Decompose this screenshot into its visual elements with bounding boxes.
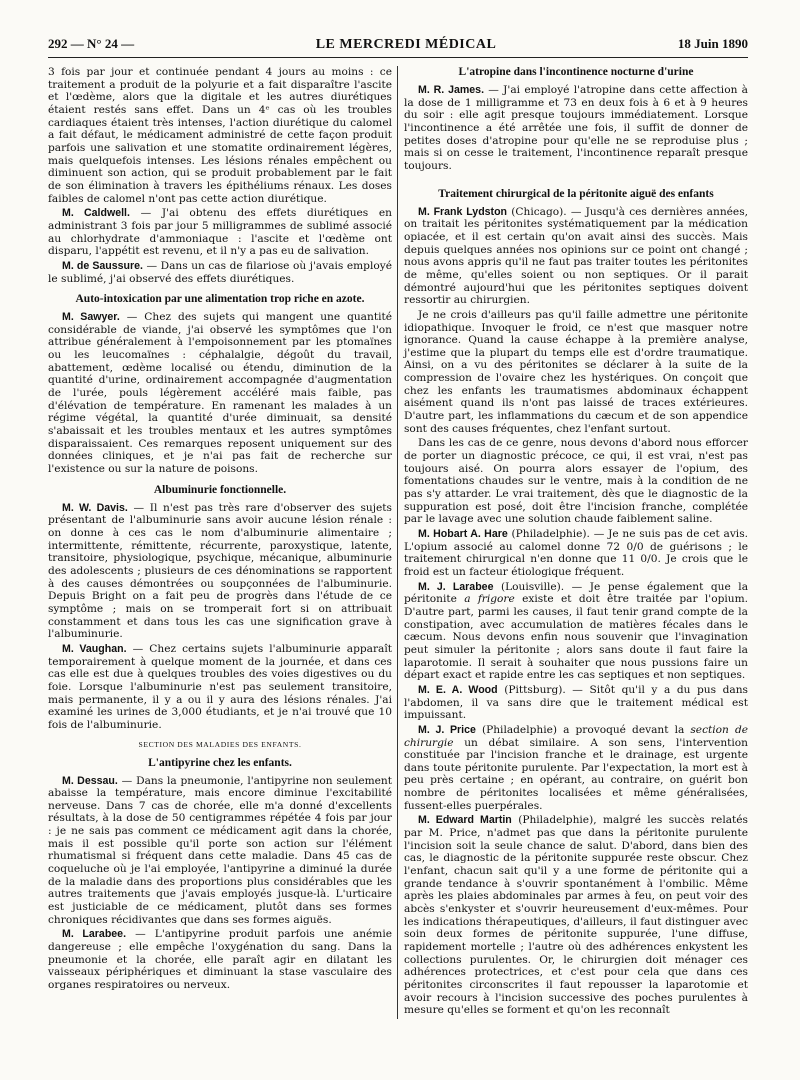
- paragraph-caldwell: [48, 207, 392, 258]
- paragraph-text: (Philadelphie) a provoqué devant la: [475, 723, 691, 736]
- paragraph-lydston-3: Dans les cas de ce genre, nous devons d'abord nous efforcer de porter un diagnostic précoce, ce qui, il est vrai, n'est pas toujours aisé. On pourra alors essayer de l'opium, des fomentations chaudes sur le ventre, mais à la condition de ne pas s'y attarder. Le vrai traitement, dès que le diagnostic de la suppuration est posé, doit être l'incision franche, complétée par le lavage avec une solution chaude faiblement saline.: [404, 437, 748, 526]
- italic-term: section de chirurgie: [404, 723, 749, 749]
- journal-title: LE MERCREDI MÉDICAL: [315, 37, 497, 52]
- paragraph-lydston: [404, 206, 748, 307]
- paragraph-calomel-continued: 3 fois par jour et continuée pendant 4 jours au moins : ce traitement a produit de la polyurie et a fait disparaître l'ascite et l'œdème, alors que la digitale et les autres diurétiques étaient restés sans effet. Dans un 4ᵉ cas où les troubles cardiaques étaient très intenses, l'action diurétique du calomel a fait défaut, le médicament administré de cette façon produit parfois une salivation et une stomatite ordinairement légères, mais quelquefois intenses. Les lésions rénales empêchent ou diminuent son action, qui se produit probablement par le fait de son élimination à travers les épithéliums rénaux. Les doses faibles de calomel n'ont pas cette action diurétique.: [48, 66, 392, 205]
- speaker-name: M. R. James.: [418, 84, 485, 96]
- speaker-name: M. Frank Lydston: [418, 205, 508, 218]
- column-divider: [397, 66, 398, 1019]
- speaker-name: M. Caldwell.: [62, 207, 130, 220]
- paragraph-larabee: [48, 928, 392, 991]
- speaker-name: M. J. Larabee: [418, 580, 494, 593]
- paragraph-text: (Philadelphie). — Je ne suis pas de cet avis. L'opium associé au calomel donne 72 0/0 de guérisons ; le traitement chirurgical n'en donne que 11 0/0. Je crois que le froid est un facteur étiologique fréquent.: [404, 528, 748, 578]
- speaker-name: M. de Saussure.: [62, 259, 143, 272]
- paragraph-j-larabee: [404, 581, 748, 682]
- speaker-name: M. W. Davis.: [62, 501, 128, 514]
- italic-term: a frigore: [464, 593, 515, 606]
- paragraph-martin: [404, 814, 748, 1017]
- paragraph-text: — Chez certains sujets l'albuminurie apparaît temporairement à quelque moment de la journée, et dans ces cas elle est due à quelques troubles des voies digestives ou du foie. Lorsque l'albuminurie n'est pas seulement transitoire, mais permanente, il y a ou il y aura des lésions rénales. J'ai examiné les urines de 3,000 étudiants, et je n'ai trouvé que 10 fois de l'albuminurie.: [48, 642, 392, 731]
- heading-albuminurie: Albuminurie fonctionnelle.: [153, 483, 287, 496]
- speaker-name: M. Larabee.: [62, 928, 127, 941]
- section-heading-enfants: SECTION DES MALADIES DES ENFANTS.: [138, 739, 302, 749]
- paragraph-dessau: [48, 775, 392, 927]
- speaker-name: M. J. Price: [418, 723, 476, 736]
- heading-auto-intoxication: Auto-intoxication par une alimentation trop riche en azote.: [75, 293, 365, 306]
- speaker-name: M. E. A. Wood: [418, 683, 498, 696]
- heading-atropine: L'atropine dans l'incontinence nocturne d'urine: [458, 66, 694, 78]
- paragraph-text: — Chez des sujets qui mangent une quantité considérable de viande, j'ai observé les symptômes que l'on attribue généralement à l'empoisonnement par les ptomaïnes ou les leucomaïnes : céphalalgie, dégoût du travail, abattement, œdème localisé ou étendu, diminution de la quantité d'urine, ordinairement accompagnée d'augmentation de l'urée, pouls légèrement accéléré mais faible, pas d'élévation de température. En ramenant les malades à un régime végétal, la quantité d'urée diminuait, sa densité s'abaissait et les troubles mentaux et les autres symptômes disparaissaient. Ces remarques reposent uniquement sur des données cliniques, et je n'ai pas fait de recherche sur l'existence ou sur la nature de poisons.: [48, 311, 392, 476]
- paragraph-text: — Dans la pneumonie, l'antipyrine non seulement abaisse la température, mais encore diminue l'excitabilité nerveuse. Dans 7 cas de chorée, elle m'a donné d'excellents résultats, à la dose de 50 centigrammes répétée 4 fois par jour : je ne sais pas comment ce médicament agit dans la chorée, mais il est possible qu'il porte son action sur l'élément rhumatismal si fréquent dans cette maladie. Dans 45 cas de coqueluche où je l'ai employée, l'antipyrine a diminué la durée de la maladie dans des proportions plus considérables que les autres traitements que j'avais employés jusque-là. L'urticaire est justiciable de ce médicament, plutôt dans ses formes chroniques récidivantes que dans ses formes aiguës.: [48, 774, 392, 926]
- paragraph-text: — J'ai obtenu des effets diurétiques en administrant 3 fois par jour 5 milligrammes de sublimé associé au chlorhydrate d'ammoniaque : l'ascite et l'œdème ont disparu, l'appétit est revenu, et il n'y a pas eu de salivation.: [48, 207, 392, 258]
- page-number: 292 — N° 24 —: [48, 36, 135, 51]
- paragraph-lydston-2: Je ne crois d'ailleurs pas qu'il faille admettre une péritonite idiopathique. Invoquer le froid, ce n'est que masquer notre ignorance. Quand la cause échappe à la première analyse, j'estime que la plupart du temps elle est d'ordre traumatique. Ainsi, on a vu des péritonites se déclarer à la suite de la compression de l'ovaire chez les hystériques. On conçoit que chez les enfants les traumatismes abdominaux échappent aisément quand ils n'ont pas laissé de traces extérieures. D'autre part, les inflammations du cæcum et de son appendice sont des causes fréquentes, chez l'enfant surtout.: [404, 308, 748, 435]
- paragraph-text: (Chicago). — Jusqu'à ces dernières années, on traitait les péritonites systématiquement par la médication opiacée, et il est certain qu'on avait ainsi des succès. Mais depuis quelques années nos opinions sur ce point ont changé ; nous avons appris qu'il ne faut pas traiter toutes les péritonites de même, qu'elles soient ou non septiques. Or il parait démontré aujourd'hui que les péritonites septiques doivent ressortir au chirurgien.: [404, 205, 748, 307]
- paragraph-james: [404, 84, 748, 173]
- paragraph-text: — Il n'est pas très rare d'observer des sujets présentant de l'albuminurie sans avoir aucune lésion rénale : on donne à ces cas le nom d'albuminurie alimentaire ; intermittente, rémittente, récurrente, paroxystique, latente, transitoire, physiologique, psychique, mécanique, albuminurie des adolescents ; plusieurs de ces dénominations se rapportent à des causes démontrées ou soupçonnées de l'albuminurie. Depuis Bright on a fait peu de progrès dans l'étude de ce symptôme ; mais on se tromperait fort si on attribuait constamment et dans tous les cas une signification grave à l'albuminurie.: [48, 501, 392, 641]
- speaker-name: M. Vaughan.: [62, 642, 127, 655]
- paragraph-text: existe et doit être traitée par l'opium. D'autre part, parmi les causes, il faut tenir grand compte de la constipation, avec accumulation de matières fécales dans le cæcum. Nous devons enfin nous souvenir que l'invagination peut simuler la péritonite ; alors sans doute il faut faire la laparotomie. Il serait à souhaiter que nous pussions faire un départ exact et rapide entre les cas septiques et non septiques.: [404, 593, 748, 682]
- heading-antipyrine: L'antipyrine chez les enfants.: [148, 756, 292, 769]
- paragraph-text: (Pittsburg). — Sitôt qu'il y a du pus dans l'abdomen, il va sans dire que le traitement médical est impuissant.: [404, 683, 748, 722]
- right-column: [404, 66, 748, 1019]
- running-head: [48, 36, 748, 58]
- paragraph-text: (Philadelphie), malgré les succès relatés par M. Price, n'admet pas que dans la péritonite purulente l'incision soit la seule chance de salut. D'abord, dans bien des cas, le diagnostic de la péritonite suppurée reste obscur. Chez l'enfant, chacun sait qu'il y a une forme de péritonite qui a grande tendance à s'ouvrir spontanément à l'ombilic. Même après les plaies abdominales par armes à feu, on peut voir des abcès s'enkyster et s'ouvrir heureusement d'eux-mêmes. Pour les indications thérapeutiques, d'ailleurs, il faut distinguer avec soin deux formes de péritonite suppurée, l'une diffuse, rapidement mortelle ; l'autre où des adhérences enkystent les collections purulentes. Or, le chirurgien doit ménager ces adhérences protectrices, et c'est pour cela que dans ces péritonites circonscrites il faut repousser la laparotomie et avoir recours à l'incision successive des poches purulentes à mesure qu'elles se forment et qu'on les reconnaît: [404, 814, 748, 1017]
- paragraph-sawyer: [48, 311, 392, 476]
- paragraph-text: — Dans un cas de filariose où j'avais employé le sublimé, j'ai observé des effets diurétiques.: [48, 259, 392, 285]
- heading-peritonite: Traitement chirurgical de la péritonite aiguë des enfants: [438, 187, 714, 200]
- paragraph-price: [404, 724, 748, 813]
- paragraph-text: un débat similaire. A son sens, l'intervention constituée par l'incision franche et le drainage, est urgente dans toute péritonite purulente. Par l'expectation, la mort est à peu près certaine ; en opérant, au contraire, on guérit bon nombre de péritonites localisées et même généralisées, fussent-elles puerpérales.: [404, 736, 748, 812]
- left-column: [48, 66, 392, 1019]
- issue-date: 18 Juin 1890: [677, 36, 748, 51]
- paragraph-saussure: [48, 260, 392, 285]
- paragraph-text: (Louisville). — Je pense également que la péritonite: [404, 580, 749, 606]
- paragraph-davis: [48, 502, 392, 641]
- speaker-name: M. Sawyer.: [62, 311, 120, 324]
- paragraph-text: — L'antipyrine produit parfois une anémie dangereuse ; elle empêche l'oxygénation du sang. Dans la pneumonie et la chorée, elle paraît agir en dilatant les vaisseaux périphériques et diminuant la stase vasculaire des organes respiratoires ou nerveux.: [48, 928, 392, 991]
- two-column-body: [48, 66, 748, 1019]
- speaker-name: M. Hobart A. Hare: [418, 528, 508, 540]
- spacer: [404, 175, 748, 180]
- speaker-name: M. Edward Martin: [418, 814, 512, 827]
- paragraph-wood: [404, 684, 748, 722]
- paragraph-text: — J'ai employé l'atropine dans cette affection à la dose de 1 milligramme et 73 en deux fois à 6 et à 9 heures du soir : elle agit presque toujours immédiatement. Lorsque l'incontinence a été arrêtée une fois, il suffit de donner de petites doses d'atropine pour qu'elle ne se reproduise plus ; mais si on cesse le traitement, l'incontinence reparaît presque toujours.: [404, 84, 748, 172]
- speaker-name: M. Dessau.: [62, 774, 118, 787]
- paragraph-hare: [404, 528, 748, 579]
- paragraph-vaughan: [48, 643, 392, 732]
